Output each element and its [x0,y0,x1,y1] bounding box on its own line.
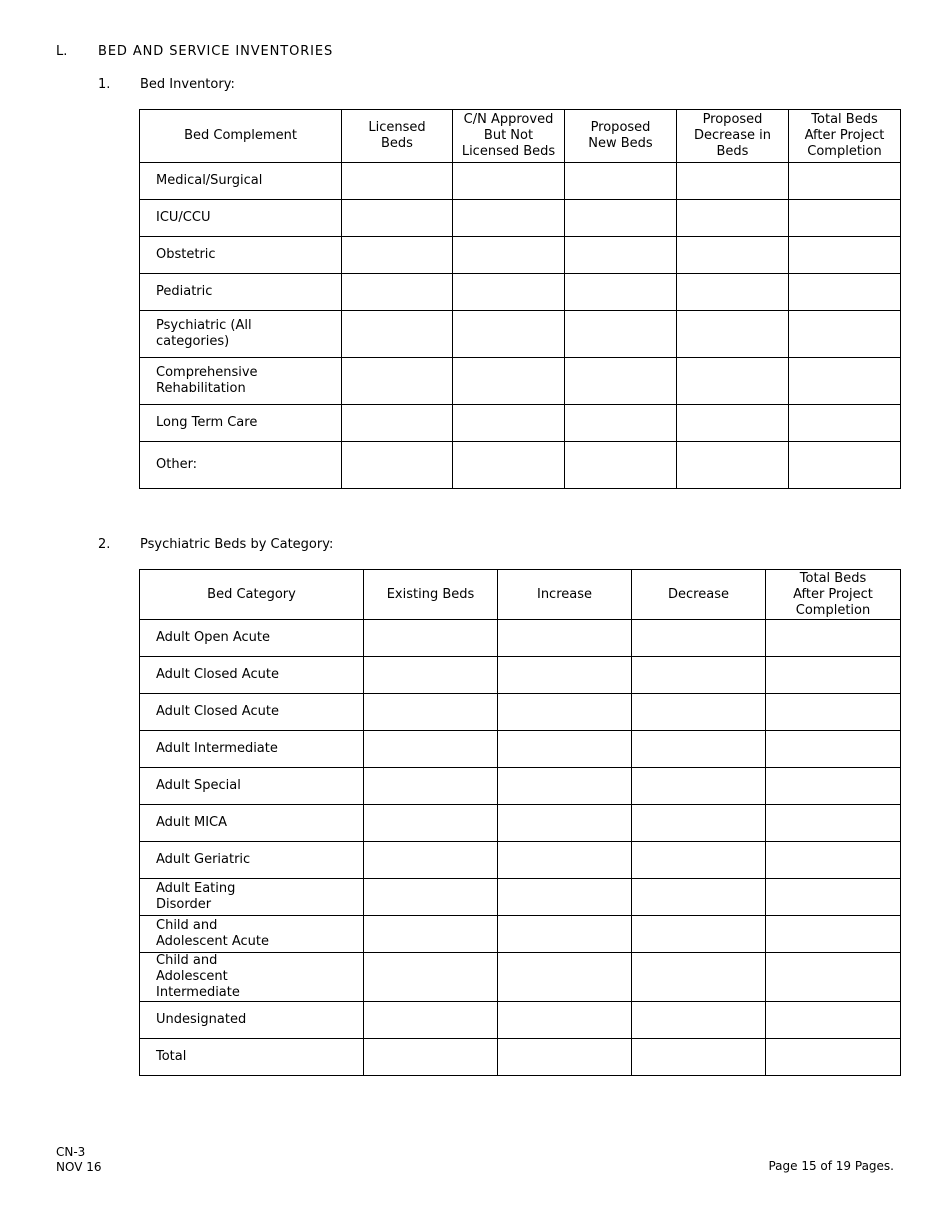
table-row [140,274,901,311]
entry-cell[interactable] [565,442,677,489]
entry-cell[interactable] [342,311,453,358]
table-row [140,311,901,358]
entry-cell[interactable] [677,163,789,200]
entry-cell[interactable] [498,768,632,805]
entry-cell[interactable] [677,405,789,442]
entry-cell[interactable] [677,442,789,489]
entry-cell[interactable] [632,731,766,768]
table-row [140,1002,901,1039]
entry-cell[interactable] [789,358,901,405]
entry-cell[interactable] [632,620,766,657]
entry-cell[interactable] [342,405,453,442]
entry-cell[interactable] [364,620,498,657]
entry-cell[interactable] [766,1039,901,1076]
table-row [140,1039,901,1076]
entry-cell[interactable] [766,731,901,768]
entry-cell[interactable] [364,1002,498,1039]
entry-cell[interactable] [789,237,901,274]
item-number-bed-inventory: 1. [98,77,111,92]
entry-cell[interactable] [342,358,453,405]
entry-cell[interactable] [453,274,565,311]
entry-cell[interactable] [789,405,901,442]
row-label: Long Term Care [140,405,342,442]
entry-cell[interactable] [677,237,789,274]
entry-cell[interactable] [632,805,766,842]
entry-cell[interactable] [342,274,453,311]
footer-form-info [56,1145,102,1175]
entry-cell[interactable] [766,842,901,879]
entry-cell[interactable] [498,916,632,953]
entry-cell[interactable] [677,311,789,358]
entry-cell[interactable] [453,163,565,200]
entry-cell[interactable] [453,237,565,274]
entry-cell[interactable] [677,274,789,311]
entry-cell[interactable] [789,200,901,237]
table-row [140,358,901,405]
entry-cell[interactable] [565,237,677,274]
item-number-psych-beds: 2. [98,537,111,552]
entry-cell[interactable] [789,442,901,489]
entry-cell[interactable] [364,805,498,842]
form-id: CN-3 [56,1145,86,1159]
entry-cell[interactable] [766,879,901,916]
entry-cell[interactable] [766,694,901,731]
entry-cell[interactable] [364,731,498,768]
table-row [140,879,901,916]
entry-cell[interactable] [565,200,677,237]
table-row [140,620,901,657]
entry-cell[interactable] [364,842,498,879]
entry-cell[interactable] [453,442,565,489]
row-label: Adult Closed Acute [140,694,364,731]
table-row [140,200,901,237]
column-header: Increase [498,570,632,620]
column-header: Proposed New Beds [565,110,677,163]
entry-cell[interactable] [364,879,498,916]
entry-cell[interactable] [342,442,453,489]
item-title-psych-beds: Psychiatric Beds by Category: [140,537,334,552]
entry-cell[interactable] [498,879,632,916]
entry-cell[interactable] [766,657,901,694]
column-header: Decrease [632,570,766,620]
section-title: BED AND SERVICE INVENTORIES [98,44,334,59]
entry-cell[interactable] [766,1002,901,1039]
entry-cell[interactable] [632,953,766,1002]
entry-cell[interactable] [677,200,789,237]
entry-cell[interactable] [364,953,498,1002]
entry-cell[interactable] [342,237,453,274]
table-row [140,768,901,805]
entry-cell[interactable] [498,657,632,694]
entry-cell[interactable] [498,731,632,768]
entry-cell[interactable] [789,274,901,311]
entry-cell[interactable] [498,953,632,1002]
entry-cell[interactable] [789,163,901,200]
column-header: Existing Beds [364,570,498,620]
entry-cell[interactable] [498,1039,632,1076]
table-row [140,953,901,1002]
table-row [140,237,901,274]
entry-cell[interactable] [342,163,453,200]
entry-cell[interactable] [632,657,766,694]
table-row [140,916,901,953]
entry-cell[interactable] [364,916,498,953]
bed-inventory-table [139,109,901,489]
entry-cell[interactable] [498,620,632,657]
column-header: Proposed Decrease in Beds [677,110,789,163]
entry-cell[interactable] [766,953,901,1002]
row-label: Comprehensive Rehabilitation [140,358,342,405]
row-label: Adult Eating Disorder [140,879,364,916]
entry-cell[interactable] [632,879,766,916]
entry-cell[interactable] [565,311,677,358]
entry-cell[interactable] [632,694,766,731]
column-header: C/N Approved But Not Licensed Beds [453,110,565,163]
row-label: Pediatric [140,274,342,311]
row-label: Undesignated [140,1002,364,1039]
column-header: Bed Complement [140,110,342,163]
table-row [140,657,901,694]
row-label: Adult MICA [140,805,364,842]
entry-cell[interactable] [632,1039,766,1076]
entry-cell[interactable] [565,163,677,200]
entry-cell[interactable] [342,200,453,237]
table-row [140,805,901,842]
entry-cell[interactable] [632,842,766,879]
row-label: Adult Open Acute [140,620,364,657]
entry-cell[interactable] [364,1039,498,1076]
entry-cell[interactable] [565,405,677,442]
table-row [140,405,901,442]
row-label: Child and Adolescent Acute [140,916,364,953]
psychiatric-beds-table [139,569,901,1076]
column-header: Licensed Beds [342,110,453,163]
entry-cell[interactable] [677,358,789,405]
row-label: Total [140,1039,364,1076]
row-label: Medical/Surgical [140,163,342,200]
item-title-bed-inventory: Bed Inventory: [140,77,235,92]
row-label: Adult Geriatric [140,842,364,879]
row-label: Obstetric [140,237,342,274]
entry-cell[interactable] [565,274,677,311]
row-label: Psychiatric (All categories) [140,311,342,358]
row-label: Other: [140,442,342,489]
table-row [140,694,901,731]
entry-cell[interactable] [766,768,901,805]
entry-cell[interactable] [498,694,632,731]
table-row [140,442,901,489]
entry-cell[interactable] [453,358,565,405]
entry-cell[interactable] [498,805,632,842]
entry-cell[interactable] [453,405,565,442]
form-date: NOV 16 [56,1160,102,1174]
row-label: Adult Intermediate [140,731,364,768]
row-label: ICU/CCU [140,200,342,237]
entry-cell[interactable] [453,200,565,237]
entry-cell[interactable] [632,1002,766,1039]
column-header: Total Beds After Project Completion [766,570,901,620]
entry-cell[interactable] [364,694,498,731]
entry-cell[interactable] [632,916,766,953]
entry-cell[interactable] [789,311,901,358]
column-header: Total Beds After Project Completion [789,110,901,163]
entry-cell[interactable] [766,916,901,953]
entry-cell[interactable] [364,768,498,805]
entry-cell[interactable] [632,768,766,805]
table-row [140,842,901,879]
entry-cell[interactable] [565,358,677,405]
entry-cell[interactable] [364,657,498,694]
entry-cell[interactable] [498,842,632,879]
row-label: Adult Special [140,768,364,805]
entry-cell[interactable] [766,805,901,842]
table-row [140,163,901,200]
column-header: Bed Category [140,570,364,620]
table-row [140,731,901,768]
page-number: Page 15 of 19 Pages. [768,1159,894,1173]
row-label: Child and Adolescent Intermediate [140,953,364,1002]
entry-cell[interactable] [453,311,565,358]
section-letter: L. [56,44,68,59]
entry-cell[interactable] [766,620,901,657]
entry-cell[interactable] [498,1002,632,1039]
row-label: Adult Closed Acute [140,657,364,694]
